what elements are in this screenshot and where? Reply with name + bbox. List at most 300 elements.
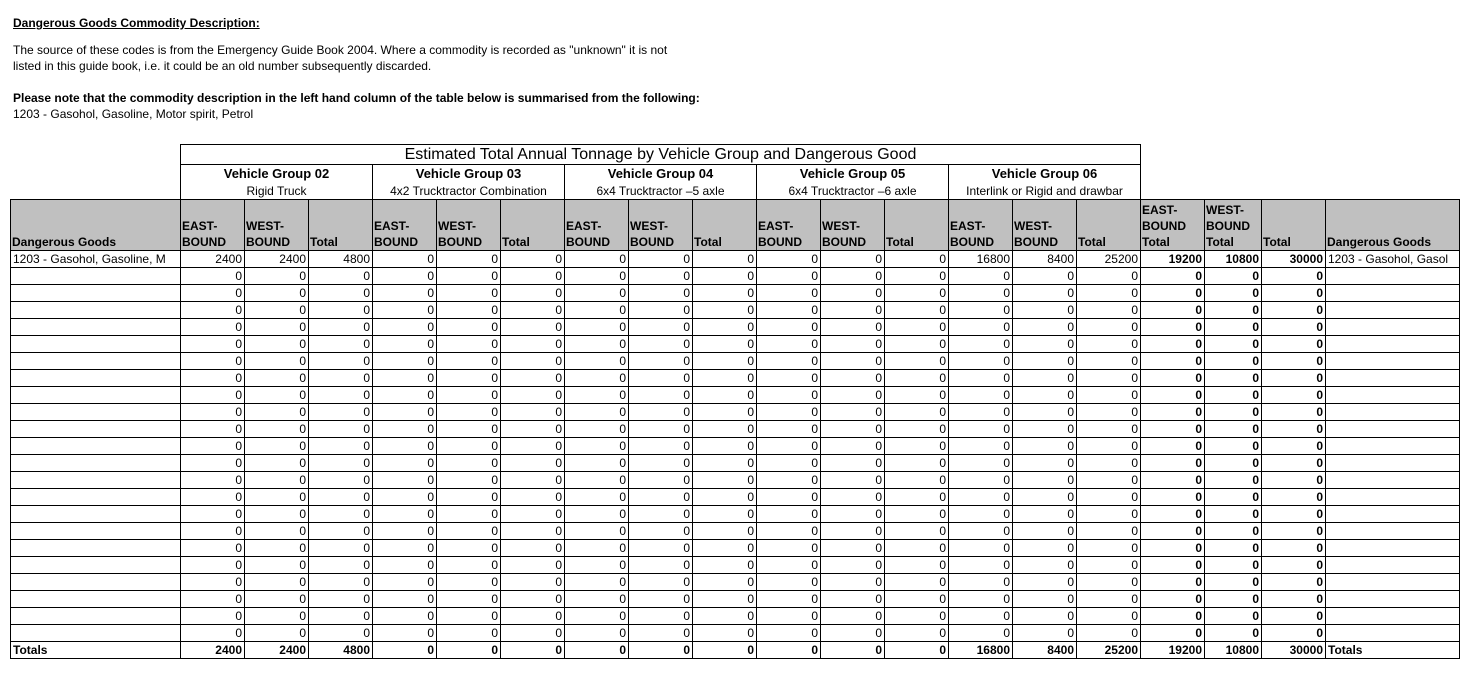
westbound-total-header: WEST- BOUND Total bbox=[1205, 200, 1262, 251]
table-cell: 0 bbox=[437, 591, 501, 608]
table-cell: 0 bbox=[821, 404, 885, 421]
table-cell: 0 bbox=[245, 319, 309, 336]
table-cell: 0 bbox=[821, 523, 885, 540]
table-cell: 0 bbox=[757, 591, 821, 608]
table-cell: 0 bbox=[1077, 319, 1141, 336]
table-cell: 0 bbox=[757, 319, 821, 336]
table-cell: 0 bbox=[181, 574, 245, 591]
table-cell: 0 bbox=[373, 540, 437, 557]
row-total-cell: 0 bbox=[1262, 421, 1326, 438]
table-cell: 8400 bbox=[1013, 251, 1077, 268]
table-cell: 0 bbox=[629, 336, 693, 353]
table-cell: 0 bbox=[309, 387, 373, 404]
table-cell: 0 bbox=[757, 268, 821, 285]
table-cell: 0 bbox=[949, 574, 1013, 591]
table-cell: 0 bbox=[629, 421, 693, 438]
table-cell: 0 bbox=[309, 608, 373, 625]
table-cell: 0 bbox=[885, 472, 949, 489]
table-cell: 0 bbox=[437, 404, 501, 421]
table-cell: 0 bbox=[949, 489, 1013, 506]
table-cell: 0 bbox=[181, 285, 245, 302]
table-cell: 0 bbox=[245, 404, 309, 421]
table-cell: 0 bbox=[821, 472, 885, 489]
row-label-right bbox=[1326, 625, 1460, 642]
table-cell: 0 bbox=[373, 268, 437, 285]
table-cell: 0 bbox=[629, 455, 693, 472]
table-cell: 0 bbox=[1013, 540, 1077, 557]
row-total-cell: 0 bbox=[1205, 387, 1262, 404]
table-cell: 0 bbox=[1013, 523, 1077, 540]
table-cell: 0 bbox=[309, 455, 373, 472]
table-cell: 0 bbox=[1013, 472, 1077, 489]
table-cell: 0 bbox=[1077, 506, 1141, 523]
table-cell: 0 bbox=[821, 455, 885, 472]
table-cell: 0 bbox=[245, 574, 309, 591]
table-cell: 0 bbox=[693, 302, 757, 319]
row-total-cell: 0 bbox=[1141, 625, 1205, 642]
table-cell: 0 bbox=[309, 421, 373, 438]
table-cell: 2400 bbox=[245, 251, 309, 268]
table-row bbox=[11, 506, 1460, 523]
table-cell: 0 bbox=[1077, 421, 1141, 438]
row-total-cell: 0 bbox=[1205, 523, 1262, 540]
table-cell: 0 bbox=[309, 625, 373, 642]
row-total-cell: 0 bbox=[1262, 523, 1326, 540]
table-row bbox=[11, 557, 1460, 574]
table-row bbox=[11, 370, 1460, 387]
table-cell: 0 bbox=[885, 574, 949, 591]
row-total-cell: 0 bbox=[1262, 574, 1326, 591]
row-total-cell: 0 bbox=[1262, 540, 1326, 557]
table-cell: 0 bbox=[309, 591, 373, 608]
row-total-cell: 0 bbox=[1262, 319, 1326, 336]
table-cell: 0 bbox=[821, 591, 885, 608]
row-label bbox=[11, 540, 181, 557]
table-cell: 0 bbox=[373, 336, 437, 353]
row-total-cell: 0 bbox=[1205, 574, 1262, 591]
table-row bbox=[11, 404, 1460, 421]
table-cell: 0 bbox=[181, 353, 245, 370]
summary-note: Please note that the commodity description in the left hand column of the table below is summarised from the following: bbox=[13, 91, 700, 105]
table-cell: 0 bbox=[1013, 574, 1077, 591]
table-cell: 0 bbox=[757, 625, 821, 642]
table-cell: 0 bbox=[885, 404, 949, 421]
table-cell: 0 bbox=[757, 336, 821, 353]
table-cell: 0 bbox=[245, 591, 309, 608]
table-cell: 0 bbox=[757, 540, 821, 557]
table-cell: 0 bbox=[245, 472, 309, 489]
table-cell: 0 bbox=[629, 523, 693, 540]
table-cell: 0 bbox=[181, 370, 245, 387]
table-cell: 0 bbox=[629, 387, 693, 404]
table-cell: 0 bbox=[1013, 302, 1077, 319]
table-cell: 0 bbox=[949, 404, 1013, 421]
table-cell: 0 bbox=[565, 387, 629, 404]
table-cell: 0 bbox=[757, 404, 821, 421]
table-row bbox=[11, 302, 1460, 319]
table-cell: 0 bbox=[501, 285, 565, 302]
table-cell: 0 bbox=[693, 353, 757, 370]
table-cell: 0 bbox=[693, 540, 757, 557]
table-cell: 0 bbox=[757, 557, 821, 574]
vehicle-group-03-type: 4x2 Trucktractor Combination bbox=[373, 183, 565, 200]
table-cell: 0 bbox=[885, 319, 949, 336]
table-cell: 0 bbox=[373, 404, 437, 421]
table-cell: 0 bbox=[181, 608, 245, 625]
table-cell: 0 bbox=[501, 387, 565, 404]
table-cell: 0 bbox=[565, 421, 629, 438]
table-cell: 0 bbox=[757, 387, 821, 404]
table-cell: 0 bbox=[885, 438, 949, 455]
table-cell: 0 bbox=[629, 438, 693, 455]
table-cell: 0 bbox=[757, 353, 821, 370]
row-total-cell: 0 bbox=[1141, 608, 1205, 625]
table-cell: 0 bbox=[309, 319, 373, 336]
table-cell: 0 bbox=[1077, 336, 1141, 353]
table-row bbox=[11, 285, 1460, 302]
table-cell: 0 bbox=[373, 353, 437, 370]
table-cell: 0 bbox=[181, 489, 245, 506]
row-total-cell: 0 bbox=[1262, 302, 1326, 319]
table-cell: 0 bbox=[181, 506, 245, 523]
table-cell: 0 bbox=[373, 523, 437, 540]
table-cell: 0 bbox=[181, 387, 245, 404]
row-label bbox=[11, 591, 181, 608]
table-cell: 0 bbox=[309, 438, 373, 455]
row-label-right bbox=[1326, 302, 1460, 319]
caption-row bbox=[11, 145, 1460, 165]
table-cell: 0 bbox=[565, 608, 629, 625]
table-cell: 0 bbox=[693, 489, 757, 506]
row-label bbox=[11, 421, 181, 438]
table-cell: 0 bbox=[1077, 438, 1141, 455]
table-cell: 0 bbox=[437, 506, 501, 523]
table-cell: 0 bbox=[629, 608, 693, 625]
table-cell: 0 bbox=[245, 438, 309, 455]
row-label-right bbox=[1326, 591, 1460, 608]
table-cell: 0 bbox=[565, 438, 629, 455]
dangerous-goods-header-right: Dangerous Goods bbox=[1326, 200, 1460, 251]
table-cell: 0 bbox=[565, 642, 629, 659]
table-cell: 0 bbox=[309, 506, 373, 523]
table-cell: 0 bbox=[501, 472, 565, 489]
table-cell: 0 bbox=[757, 642, 821, 659]
table-cell: 0 bbox=[1077, 540, 1141, 557]
table-cell: 0 bbox=[629, 574, 693, 591]
row-label-right bbox=[1326, 319, 1460, 336]
row-total-cell: 0 bbox=[1205, 336, 1262, 353]
table-cell: 0 bbox=[693, 285, 757, 302]
row-label-right bbox=[1326, 489, 1460, 506]
row-total-cell: 0 bbox=[1205, 353, 1262, 370]
table-cell: 0 bbox=[245, 268, 309, 285]
table-cell: 0 bbox=[949, 455, 1013, 472]
table-cell: 0 bbox=[885, 285, 949, 302]
table-cell: 0 bbox=[757, 574, 821, 591]
row-total-cell: 0 bbox=[1262, 557, 1326, 574]
row-total-cell: 0 bbox=[1141, 540, 1205, 557]
row-total-cell: 0 bbox=[1262, 472, 1326, 489]
table-cell: 0 bbox=[949, 319, 1013, 336]
table-cell: 0 bbox=[309, 353, 373, 370]
table-cell: 0 bbox=[565, 557, 629, 574]
table-cell: 0 bbox=[757, 438, 821, 455]
table-cell: 0 bbox=[309, 268, 373, 285]
table-cell: 0 bbox=[885, 353, 949, 370]
row-total-cell: 19200 bbox=[1141, 251, 1205, 268]
table-cell: 0 bbox=[693, 642, 757, 659]
table-cell: 0 bbox=[885, 251, 949, 268]
table-cell: 0 bbox=[565, 523, 629, 540]
table-cell: 0 bbox=[821, 574, 885, 591]
table-cell: 0 bbox=[501, 319, 565, 336]
table-cell: 0 bbox=[437, 387, 501, 404]
table-cell: 0 bbox=[181, 557, 245, 574]
row-label bbox=[11, 506, 181, 523]
row-total-cell: 0 bbox=[1205, 268, 1262, 285]
table-cell: 0 bbox=[821, 421, 885, 438]
table-cell: 0 bbox=[757, 302, 821, 319]
table-cell: 25200 bbox=[1077, 642, 1141, 659]
table-cell: 0 bbox=[1077, 455, 1141, 472]
table-cell: 0 bbox=[309, 302, 373, 319]
vg03-eastbound-header: EAST- BOUND bbox=[373, 200, 437, 251]
vg05-westbound-header: WEST- BOUND bbox=[821, 200, 885, 251]
table-cell: 0 bbox=[693, 455, 757, 472]
table-cell: 0 bbox=[373, 591, 437, 608]
table-cell: 0 bbox=[629, 625, 693, 642]
vg04-eastbound-header: EAST- BOUND bbox=[565, 200, 629, 251]
row-total-cell: 0 bbox=[1205, 455, 1262, 472]
table-cell: 0 bbox=[373, 285, 437, 302]
table-cell: 0 bbox=[501, 370, 565, 387]
row-total-cell: 0 bbox=[1262, 285, 1326, 302]
table-cell: 0 bbox=[565, 336, 629, 353]
group-row bbox=[11, 165, 1460, 183]
table-cell: 0 bbox=[501, 421, 565, 438]
row-label bbox=[11, 353, 181, 370]
row-total-cell: 0 bbox=[1205, 591, 1262, 608]
row-label bbox=[11, 268, 181, 285]
table-cell: 0 bbox=[373, 506, 437, 523]
table-cell: 0 bbox=[565, 268, 629, 285]
table-cell: 0 bbox=[1013, 319, 1077, 336]
row-label-right bbox=[1326, 285, 1460, 302]
row-total-cell: 0 bbox=[1205, 557, 1262, 574]
source-paragraph-line-1: The source of these codes is from the Emergency Guide Book 2004. Where a commodity is recorded as "unknown" it is not bbox=[13, 43, 668, 57]
table-cell: 0 bbox=[885, 489, 949, 506]
table-cell: 0 bbox=[629, 557, 693, 574]
row-label-right: 1203 - Gasohol, Gasol bbox=[1326, 251, 1460, 268]
row-total-cell: 0 bbox=[1141, 438, 1205, 455]
table-cell: 0 bbox=[181, 421, 245, 438]
table-cell: 0 bbox=[181, 438, 245, 455]
table-cell: 0 bbox=[693, 387, 757, 404]
table-cell: 0 bbox=[1013, 506, 1077, 523]
table-cell: 0 bbox=[1077, 574, 1141, 591]
row-total-cell: 0 bbox=[1141, 557, 1205, 574]
table-cell: 0 bbox=[501, 336, 565, 353]
table-cell: 0 bbox=[181, 302, 245, 319]
row-label-right bbox=[1326, 421, 1460, 438]
table-cell: 0 bbox=[437, 557, 501, 574]
table-cell: 0 bbox=[629, 506, 693, 523]
table-cell: 0 bbox=[373, 438, 437, 455]
table-cell: 0 bbox=[1077, 591, 1141, 608]
table-cell: 0 bbox=[885, 540, 949, 557]
table-row bbox=[11, 625, 1460, 642]
table-cell: 0 bbox=[245, 336, 309, 353]
row-total-cell: 0 bbox=[1262, 625, 1326, 642]
table-cell: 0 bbox=[245, 506, 309, 523]
table-cell: 0 bbox=[949, 591, 1013, 608]
row-total-cell: 19200 bbox=[1141, 642, 1205, 659]
table-cell: 0 bbox=[1013, 285, 1077, 302]
tonnage-table bbox=[10, 144, 1460, 659]
table-cell: 0 bbox=[309, 336, 373, 353]
row-label-right: Totals bbox=[1326, 642, 1460, 659]
table-cell: 0 bbox=[1077, 285, 1141, 302]
table-cell: 0 bbox=[373, 251, 437, 268]
table-cell: 0 bbox=[949, 557, 1013, 574]
table-cell: 0 bbox=[309, 557, 373, 574]
table-row bbox=[11, 489, 1460, 506]
row-total-cell: 0 bbox=[1141, 387, 1205, 404]
row-total-cell: 0 bbox=[1262, 387, 1326, 404]
table-cell: 4800 bbox=[309, 642, 373, 659]
row-label bbox=[11, 455, 181, 472]
row-total-cell: 0 bbox=[1262, 336, 1326, 353]
vehicle-group-04-name: Vehicle Group 04 bbox=[565, 165, 757, 183]
table-cell: 0 bbox=[693, 370, 757, 387]
table-cell: 0 bbox=[373, 472, 437, 489]
row-label-right bbox=[1326, 506, 1460, 523]
table-cell: 0 bbox=[885, 506, 949, 523]
row-total-cell: 10800 bbox=[1205, 251, 1262, 268]
table-cell: 0 bbox=[885, 608, 949, 625]
vg04-total-header: Total bbox=[693, 200, 757, 251]
row-total-cell: 0 bbox=[1262, 608, 1326, 625]
row-total-cell: 0 bbox=[1141, 285, 1205, 302]
table-cell: 0 bbox=[437, 438, 501, 455]
table-cell: 0 bbox=[693, 251, 757, 268]
table-cell: 0 bbox=[501, 268, 565, 285]
table-cell: 0 bbox=[1013, 608, 1077, 625]
table-cell: 0 bbox=[885, 591, 949, 608]
table-cell: 0 bbox=[949, 353, 1013, 370]
table-cell: 0 bbox=[501, 642, 565, 659]
table-cell: 0 bbox=[629, 268, 693, 285]
table-cell: 0 bbox=[821, 302, 885, 319]
table-cell: 0 bbox=[1013, 404, 1077, 421]
table-cell: 0 bbox=[437, 370, 501, 387]
table-cell: 0 bbox=[629, 302, 693, 319]
table-cell: 0 bbox=[1013, 625, 1077, 642]
table-cell: 0 bbox=[757, 523, 821, 540]
table-cell: 0 bbox=[501, 574, 565, 591]
table-cell: 0 bbox=[693, 591, 757, 608]
table-cell: 0 bbox=[245, 455, 309, 472]
row-label bbox=[11, 438, 181, 455]
table-cell: 0 bbox=[885, 523, 949, 540]
table-cell: 0 bbox=[757, 421, 821, 438]
table-cell: 0 bbox=[565, 353, 629, 370]
vehicle-group-05-name: Vehicle Group 05 bbox=[757, 165, 949, 183]
table-cell: 0 bbox=[629, 353, 693, 370]
vg06-eastbound-header: EAST- BOUND bbox=[949, 200, 1013, 251]
vehicle-group-06-type: Interlink or Rigid and drawbar bbox=[949, 183, 1141, 200]
table-cell: 0 bbox=[245, 625, 309, 642]
vg06-total-header: Total bbox=[1077, 200, 1141, 251]
row-label-right bbox=[1326, 455, 1460, 472]
row-total-cell: 30000 bbox=[1262, 642, 1326, 659]
row-total-cell: 0 bbox=[1262, 268, 1326, 285]
table-cell: 0 bbox=[949, 387, 1013, 404]
table-cell: 0 bbox=[181, 540, 245, 557]
row-total-cell: 0 bbox=[1205, 608, 1262, 625]
table-cell: 0 bbox=[757, 285, 821, 302]
table-cell: 0 bbox=[437, 489, 501, 506]
row-label bbox=[11, 523, 181, 540]
table-cell: 0 bbox=[1077, 404, 1141, 421]
table-cell: 0 bbox=[565, 319, 629, 336]
table-cell: 0 bbox=[565, 489, 629, 506]
row-total-cell: 0 bbox=[1141, 591, 1205, 608]
table-cell: 0 bbox=[693, 472, 757, 489]
table-cell: 0 bbox=[821, 540, 885, 557]
row-label-right bbox=[1326, 268, 1460, 285]
table-row bbox=[11, 421, 1460, 438]
totals-row bbox=[11, 642, 1460, 659]
table-cell: 0 bbox=[1077, 370, 1141, 387]
table-cell: 0 bbox=[309, 404, 373, 421]
table-row bbox=[11, 540, 1460, 557]
table-cell: 0 bbox=[757, 608, 821, 625]
row-total-cell: 0 bbox=[1205, 438, 1262, 455]
row-label-right bbox=[1326, 574, 1460, 591]
row-total-cell: 0 bbox=[1141, 455, 1205, 472]
table-cell: 0 bbox=[1077, 523, 1141, 540]
vehicle-type-row bbox=[11, 183, 1460, 200]
row-label-right bbox=[1326, 370, 1460, 387]
row-total-cell: 0 bbox=[1262, 489, 1326, 506]
table-cell: 0 bbox=[1013, 353, 1077, 370]
table-cell: 0 bbox=[821, 438, 885, 455]
row-total-cell: 0 bbox=[1205, 540, 1262, 557]
table-cell: 0 bbox=[501, 523, 565, 540]
table-cell: 0 bbox=[693, 557, 757, 574]
table-cell: 0 bbox=[693, 506, 757, 523]
commodity-code-line: 1203 - Gasohol, Gasoline, Motor spirit, Petrol bbox=[13, 107, 254, 121]
table-cell: 0 bbox=[245, 540, 309, 557]
table-cell: 2400 bbox=[245, 642, 309, 659]
table-cell: 0 bbox=[1077, 608, 1141, 625]
table-cell: 0 bbox=[181, 455, 245, 472]
table-cell: 0 bbox=[373, 625, 437, 642]
row-label-right bbox=[1326, 387, 1460, 404]
table-cell: 0 bbox=[373, 421, 437, 438]
row-label bbox=[11, 489, 181, 506]
table-row bbox=[11, 608, 1460, 625]
table-cell: 0 bbox=[1013, 387, 1077, 404]
table-cell: 0 bbox=[437, 319, 501, 336]
table-cell: 0 bbox=[501, 251, 565, 268]
table-cell: 0 bbox=[1077, 353, 1141, 370]
row-label-right bbox=[1326, 540, 1460, 557]
table-cell: 0 bbox=[437, 625, 501, 642]
row-label-right bbox=[1326, 404, 1460, 421]
table-cell: 0 bbox=[501, 540, 565, 557]
